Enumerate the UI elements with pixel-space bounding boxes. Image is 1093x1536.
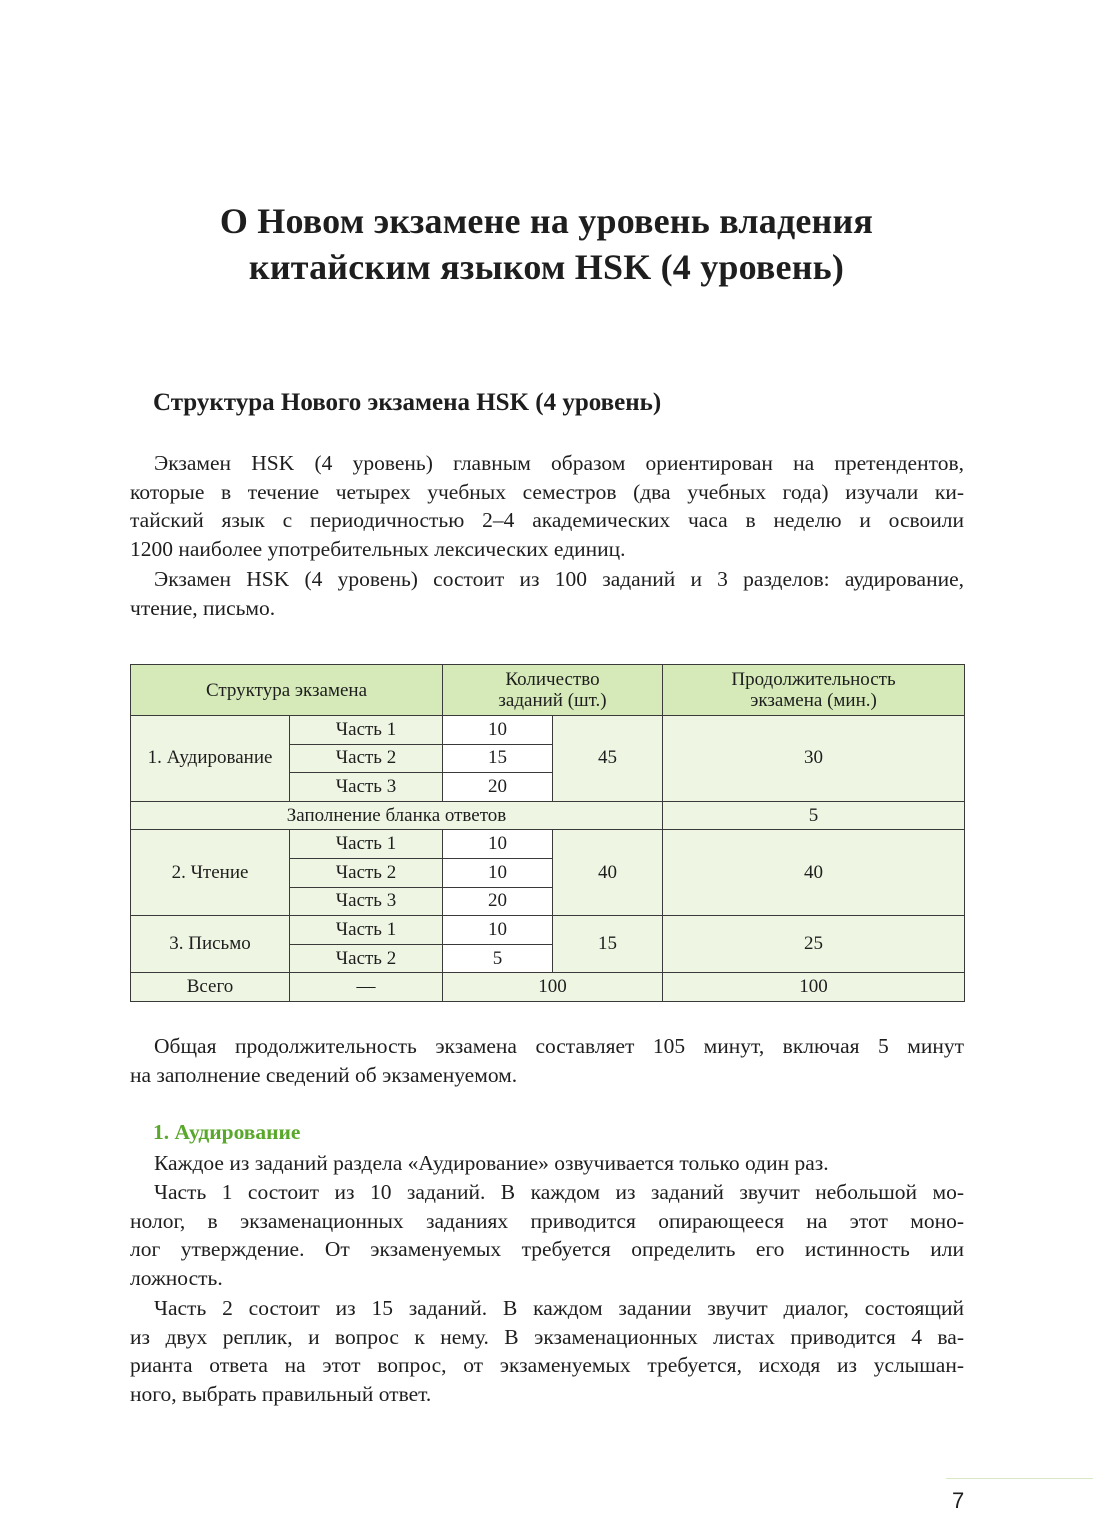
text-line: Экзамен HSK (4 уровень) главным образом ориентирован на претендентов, bbox=[154, 451, 964, 475]
listening-minutes: 30 bbox=[663, 716, 965, 802]
page-title-line-1: О Новом экзамене на уровень владения bbox=[219, 201, 874, 241]
part-label: Часть 2 bbox=[290, 744, 443, 773]
page-number: 7 bbox=[952, 1488, 965, 1513]
page-title-line-2: китайским языком HSK (4 уровень) bbox=[248, 247, 845, 287]
section-subtitle: Структура Нового экзамена HSK (4 уровень) bbox=[153, 389, 662, 416]
total-count: 100 bbox=[443, 973, 663, 1002]
listening-paragraph-1 bbox=[130, 1149, 964, 1178]
writing-name: 3. Письмо bbox=[131, 916, 290, 973]
header-duration bbox=[663, 665, 965, 716]
part-label: Часть 2 bbox=[290, 858, 443, 887]
total-label: Всего bbox=[131, 973, 290, 1002]
table-row bbox=[131, 830, 965, 859]
exam-structure-table bbox=[130, 664, 965, 1002]
text-line: Часть 1 состоит из 10 заданий. В каждом из заданий звучит небольшой мо- bbox=[154, 1180, 964, 1204]
part-count: 5 bbox=[443, 944, 553, 973]
answer-sheet-label: Заполнение бланка ответов bbox=[131, 801, 663, 830]
part-count: 10 bbox=[443, 916, 553, 945]
listening-paragraph-3 bbox=[130, 1294, 964, 1408]
writing-minutes: 25 bbox=[663, 916, 965, 973]
page-title bbox=[0, 198, 1093, 290]
part-count: 10 bbox=[443, 858, 553, 887]
part-label: Часть 1 bbox=[290, 716, 443, 745]
header-count-line-1: Количество bbox=[505, 669, 600, 690]
text-line: из двух реплик, и вопрос к нему. В экзаменационных листах приводится 4 ва- bbox=[130, 1324, 964, 1349]
text-line: ного, выбрать правильный ответ. bbox=[130, 1381, 432, 1406]
part-label: Часть 1 bbox=[290, 916, 443, 945]
reading-total: 40 bbox=[553, 830, 663, 916]
listening-total: 45 bbox=[553, 716, 663, 802]
text-line: Каждое из заданий раздела «Аудирование» озвучивается только один раз. bbox=[154, 1151, 829, 1175]
text-line: Экзамен HSK (4 уровень) состоит из 100 заданий и 3 разделов: аудирование, bbox=[154, 567, 964, 591]
reading-minutes: 40 bbox=[663, 830, 965, 916]
text-line: ложность. bbox=[130, 1265, 223, 1290]
listening-name: 1. Аудирование bbox=[131, 716, 290, 802]
text-line: 1200 наиболее употребительных лексических единиц. bbox=[130, 536, 626, 561]
text-line: тайский язык с периодичностью 2–4 академических часа в неделю и освоили bbox=[130, 508, 964, 532]
part-label: Часть 3 bbox=[290, 773, 443, 802]
text-line: которые в течение четырех учебных семестров (два учебных года) изучали ки- bbox=[130, 479, 964, 504]
text-line: Общая продолжительность экзамена составляет 105 минут, включая 5 минут bbox=[154, 1034, 964, 1058]
text-line: чтение, письмо. bbox=[130, 595, 276, 620]
table-row bbox=[131, 916, 965, 945]
total-minutes: 100 bbox=[663, 973, 965, 1002]
text-line: на заполнение сведений об экзаменуемом. bbox=[130, 1062, 518, 1087]
text-line: лог утверждение. От экзаменуемых требуется определить его истинность или bbox=[130, 1237, 964, 1261]
header-duration-line-2: экзамена (мин.) bbox=[750, 690, 877, 711]
part-count: 20 bbox=[443, 773, 553, 802]
part-label: Часть 3 bbox=[290, 887, 443, 916]
part-count: 15 bbox=[443, 744, 553, 773]
header-count-line-2: заданий (шт.) bbox=[498, 690, 607, 711]
total-dash: — bbox=[290, 973, 443, 1002]
listening-section-heading: 1. Аудирование bbox=[153, 1120, 301, 1144]
answer-sheet-minutes: 5 bbox=[663, 801, 965, 830]
header-structure: Структура экзамена bbox=[131, 665, 443, 716]
table-header-row bbox=[131, 665, 965, 716]
part-count: 20 bbox=[443, 887, 553, 916]
duration-paragraph bbox=[130, 1032, 964, 1089]
listening-paragraph-2 bbox=[130, 1178, 964, 1292]
text-line: Часть 2 состоит из 15 заданий. В каждом задании звучит диалог, состоящий bbox=[154, 1296, 964, 1320]
writing-total: 15 bbox=[553, 916, 663, 973]
footer-rule bbox=[946, 1478, 1093, 1479]
part-count: 10 bbox=[443, 716, 553, 745]
reading-name: 2. Чтение bbox=[131, 830, 290, 916]
intro-paragraph-2 bbox=[130, 565, 964, 622]
table-row bbox=[131, 801, 965, 830]
header-count bbox=[443, 665, 663, 716]
part-label: Часть 1 bbox=[290, 830, 443, 859]
part-count: 10 bbox=[443, 830, 553, 859]
header-duration-line-1: Продолжительность bbox=[731, 669, 896, 690]
intro-paragraph-1 bbox=[130, 449, 964, 563]
text-line: нолог, в экзаменационных заданиях приводится опирающееся на этот моно- bbox=[130, 1208, 964, 1233]
text-line: рианта ответа на этот вопрос, от экзаменуемых требуется, исходя из услышан- bbox=[130, 1353, 964, 1377]
table-total-row bbox=[131, 973, 965, 1002]
table-row bbox=[131, 716, 965, 745]
part-label: Часть 2 bbox=[290, 944, 443, 973]
